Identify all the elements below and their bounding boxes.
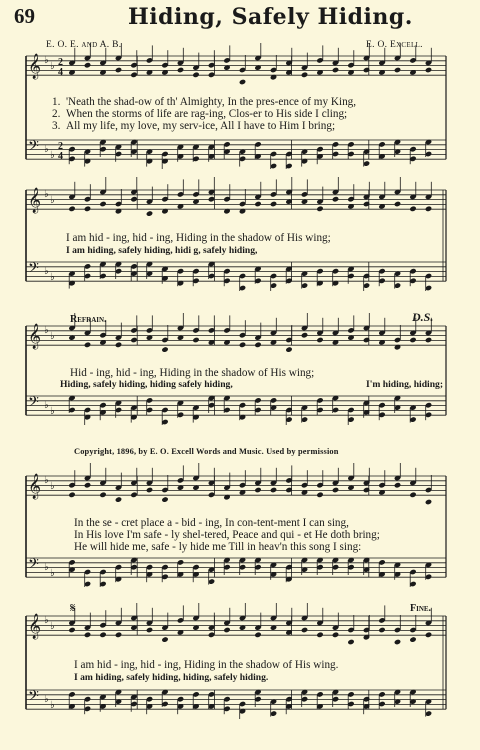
note-head bbox=[146, 210, 153, 216]
flat-icon: ♭ bbox=[44, 55, 49, 66]
flat-icon: ♭ bbox=[44, 562, 49, 573]
bass-clef-icon: 𝄢 bbox=[28, 260, 39, 280]
note-head bbox=[409, 492, 416, 498]
note-head bbox=[99, 201, 106, 207]
final-melody-lyric: I am hid - ing, hid - ing, Hiding in the shadow of His wing. bbox=[74, 659, 339, 671]
words-credit: E. O. E. and A. B. bbox=[46, 40, 122, 50]
note-head bbox=[394, 482, 401, 488]
verse-number-3: 3. bbox=[52, 120, 61, 132]
note-head bbox=[84, 206, 91, 212]
flat-icon: ♭ bbox=[50, 568, 55, 579]
music-credit: E. O. Excell. bbox=[366, 40, 423, 50]
flat-icon: ♭ bbox=[44, 615, 49, 626]
flat-icon: ♭ bbox=[44, 475, 49, 486]
note-head bbox=[192, 72, 199, 78]
page-number: 69 bbox=[14, 4, 35, 28]
note-head bbox=[316, 337, 323, 343]
note-head bbox=[254, 632, 261, 638]
note-head bbox=[316, 492, 323, 498]
refrain-melody-lyric: Hid - ing, hid - ing, Hiding in the shadow of His wing; bbox=[70, 367, 315, 379]
verse-b-line-2: In His love I'm safe - ly shel-tered, Peace and qui - et He doth bring; bbox=[74, 529, 380, 541]
verse-b-line-3: He will hide me, safe - ly hide me Till in heav'n this song I sing: bbox=[74, 541, 362, 553]
verse-text-3: All my life, my love, my serv-ice, All I have to Him I bring; bbox=[66, 120, 336, 132]
bass-clef-icon: 𝄢 bbox=[28, 688, 39, 708]
chorus-bass-lyric-1: I am hiding, safely hiding, hidi g, safely hiding, bbox=[66, 245, 258, 256]
note-head bbox=[394, 639, 401, 645]
note-head bbox=[68, 627, 75, 633]
copyright-notice: Copyright, 1896, by E. O. Excell Words and Music. Used by permission bbox=[74, 447, 339, 456]
note-head bbox=[409, 337, 416, 343]
flat-icon: ♭ bbox=[50, 331, 55, 342]
verse-number-1: 1. bbox=[52, 96, 61, 108]
hymn-title: Hiding, Safely Hiding. bbox=[128, 4, 413, 30]
verse-number-2: 2. bbox=[52, 108, 61, 120]
note-head bbox=[332, 196, 339, 202]
note-head bbox=[223, 627, 230, 633]
note-head bbox=[254, 201, 261, 207]
note-head bbox=[161, 346, 168, 352]
note-head bbox=[130, 492, 137, 498]
note-head bbox=[84, 482, 91, 488]
note-head bbox=[84, 342, 91, 348]
fine-mark: Fine. bbox=[410, 603, 432, 614]
flat-icon: ♭ bbox=[44, 266, 49, 277]
flat-icon: ♭ bbox=[50, 272, 55, 283]
time-signature: 4 bbox=[58, 151, 63, 162]
time-signature: 4 bbox=[58, 67, 63, 78]
refrain-bass-lyric-end: I'm hiding, hiding; bbox=[366, 379, 444, 390]
note-head bbox=[394, 201, 401, 207]
note-head bbox=[301, 72, 308, 78]
note-head bbox=[394, 67, 401, 73]
flat-icon: ♭ bbox=[44, 400, 49, 411]
bass-clef-icon: 𝄢 bbox=[28, 394, 39, 414]
note-head bbox=[332, 632, 339, 638]
treble-clef-icon: 𝄞 bbox=[28, 324, 42, 349]
note-head bbox=[130, 72, 137, 78]
note-head bbox=[301, 332, 308, 338]
note-head bbox=[84, 632, 91, 638]
note-head bbox=[254, 487, 261, 493]
note-head bbox=[239, 79, 246, 85]
flat-icon: ♭ bbox=[50, 61, 55, 72]
note-head bbox=[254, 342, 261, 348]
note-head bbox=[146, 627, 153, 633]
note-head bbox=[425, 632, 432, 638]
note-head bbox=[285, 346, 292, 352]
flat-icon: ♭ bbox=[44, 189, 49, 200]
note-head bbox=[130, 196, 137, 202]
note-head bbox=[68, 206, 75, 212]
note-head bbox=[347, 639, 354, 645]
note-head bbox=[425, 206, 432, 212]
treble-clef-icon: 𝄞 bbox=[28, 54, 42, 79]
note-head bbox=[316, 206, 323, 212]
note-head bbox=[99, 492, 106, 498]
flat-icon: ♭ bbox=[44, 325, 49, 336]
note-head bbox=[115, 67, 122, 73]
verse-line-3 bbox=[52, 120, 335, 132]
verse-text-2: When the storms of life are rag-ing, Clos-er to His side I cling; bbox=[66, 108, 348, 120]
note-head bbox=[115, 342, 122, 348]
flat-icon: ♭ bbox=[50, 700, 55, 711]
note-head bbox=[192, 337, 199, 343]
verse-text-1: 'Neath the shad-ow of th' Almighty, In the pres-ence of my King, bbox=[66, 96, 357, 108]
bass-clef-icon: 𝄢 bbox=[28, 556, 39, 576]
note-head bbox=[161, 496, 168, 502]
note-head bbox=[425, 337, 432, 343]
note-head bbox=[68, 492, 75, 498]
note-head bbox=[130, 337, 137, 343]
note-head bbox=[425, 67, 432, 73]
note-head bbox=[239, 342, 246, 348]
verse-b-line-1: In the se - cret place a - bid - ing, In con-tent-ment I can sing, bbox=[74, 517, 349, 529]
time-signature: 2 bbox=[58, 57, 63, 68]
flat-icon: ♭ bbox=[50, 150, 55, 161]
note-head bbox=[146, 487, 153, 493]
note-head bbox=[425, 499, 432, 505]
note-head bbox=[99, 632, 106, 638]
chorus-melody-lyric-1: I am hid - ing, hid - ing, Hiding in the shadow of His wing; bbox=[66, 232, 331, 244]
ds-mark: D.S. bbox=[412, 310, 434, 324]
verse-line-1 bbox=[52, 96, 356, 108]
verse-line-2 bbox=[52, 108, 347, 120]
note-head bbox=[378, 627, 385, 633]
flat-icon: ♭ bbox=[44, 694, 49, 705]
segno-sign: 𝄋 bbox=[70, 600, 76, 615]
note-head bbox=[332, 67, 339, 73]
note-head bbox=[161, 636, 168, 642]
note-head bbox=[270, 487, 277, 493]
treble-clef-icon: 𝄞 bbox=[28, 188, 42, 213]
note-head bbox=[115, 632, 122, 638]
note-head bbox=[270, 201, 277, 207]
note-head bbox=[115, 496, 122, 502]
final-bass-lyric: I am hiding, safely hiding, hiding, safely hiding. bbox=[74, 672, 269, 683]
bass-clef-icon: 𝄢 bbox=[28, 138, 39, 158]
flat-icon: ♭ bbox=[50, 195, 55, 206]
note-head bbox=[316, 632, 323, 638]
treble-clef-icon: 𝄞 bbox=[28, 474, 42, 499]
refrain-label: Refrain. bbox=[70, 314, 107, 325]
refrain-bass-lyric: Hiding, safely hiding, hiding safely hiding, bbox=[60, 379, 233, 390]
note-head bbox=[84, 62, 91, 68]
time-signature: 2 bbox=[58, 141, 63, 152]
note-head bbox=[409, 206, 416, 212]
note-head bbox=[332, 487, 339, 493]
note-head bbox=[409, 636, 416, 642]
flat-icon: ♭ bbox=[50, 621, 55, 632]
flat-icon: ♭ bbox=[50, 406, 55, 417]
note-head bbox=[177, 67, 184, 73]
flat-icon: ♭ bbox=[50, 481, 55, 492]
note-head bbox=[301, 627, 308, 633]
treble-clef-icon: 𝄞 bbox=[28, 614, 42, 639]
flat-icon: ♭ bbox=[44, 144, 49, 155]
